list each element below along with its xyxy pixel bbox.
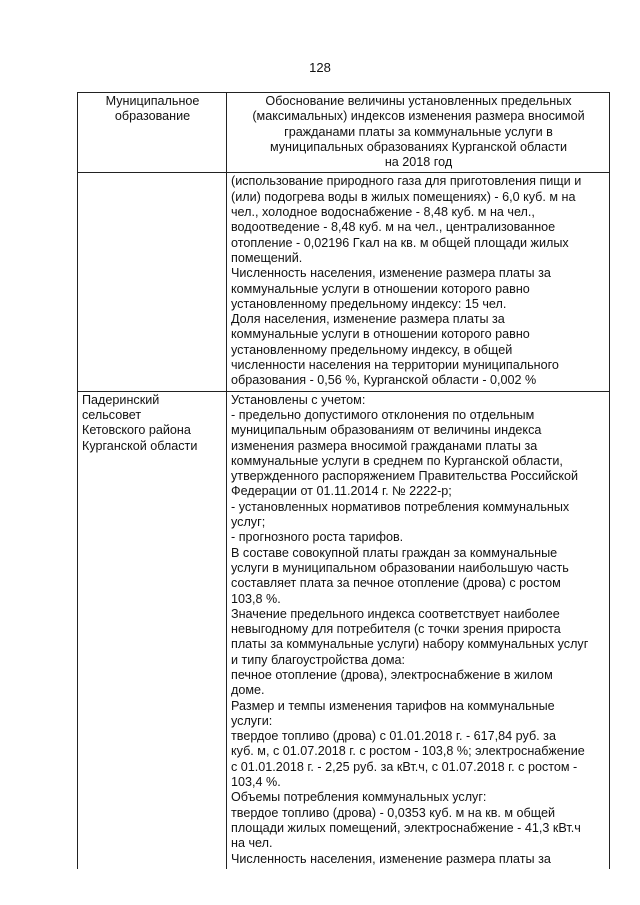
justification-text-line: помещений. <box>231 250 303 265</box>
justification-text-line: 103,8 %. <box>231 591 281 606</box>
justification-text-line: твердое топливо (дрова) - 0,0353 куб. м на кв. м общей <box>231 805 556 820</box>
justification-text-line: - установленных нормативов потребления коммунальных <box>231 499 570 514</box>
justification-text-line: численности населения на территории муниципального <box>231 358 559 373</box>
justification-text-line: с 01.01.2018 г. - 2,25 руб. за кВт.ч, с 01.07.2018 г. с ростом - <box>231 759 578 774</box>
justification-text-line: платы за коммунальные услуги) набору коммунальных услуг <box>231 637 589 652</box>
municipality-name-line: Курганской области <box>82 438 198 453</box>
justification-text-line: куб. м, с 01.07.2018 г. с ростом - 103,8 %; электроснабжение <box>231 744 585 759</box>
justification-cell <box>227 391 610 869</box>
justification-text-line: твердое топливо (дрова) с 01.01.2018 г. - 617,84 руб. за <box>231 729 556 744</box>
municipality-cell <box>78 391 227 869</box>
municipality-cell <box>78 173 227 391</box>
justification-text-line: Объемы потребления коммунальных услуг: <box>231 790 487 805</box>
table-row <box>78 391 610 869</box>
header-text-line: на 2018 год <box>384 155 453 170</box>
justification-text-line: площади жилых помещений, электроснабжение - 41,3 кВт.ч <box>231 820 581 835</box>
justification-text-line: установленному предельному индексу: 15 чел. <box>231 296 507 311</box>
justification-table <box>77 92 610 869</box>
justification-text-line: водоотведение - 8,48 куб. м на чел., централизованное <box>231 220 556 235</box>
justification-cell <box>227 173 610 391</box>
header-justification-cell <box>227 93 610 173</box>
justification-text-line: муниципальным образованиям от величины индекса <box>231 423 542 438</box>
justification-text-line: Федерации от 01.11.2014 г. № 2222-р; <box>231 484 452 499</box>
table-row <box>78 173 610 391</box>
page-number: 128 <box>309 60 331 75</box>
justification-text-line: 103,4 %. <box>231 775 281 790</box>
justification-text-line: (или) подогрева воды в жилых помещениях) - 6,0 куб. м на <box>231 189 576 204</box>
header-text-line: образование <box>114 109 191 124</box>
justification-text-line: Значение предельного индекса соответствует наиболее <box>231 606 560 621</box>
table-header-row <box>78 93 610 173</box>
municipality-name-line: Кетовского района <box>82 423 191 438</box>
justification-text-line: коммунальные услуги в среднем по Курганской области, <box>231 453 563 468</box>
justification-text-line: - предельно допустимого отклонения по отдельным <box>231 407 535 422</box>
justification-text-line: на чел. <box>231 836 273 851</box>
justification-text-line: (использование природного газа для приготовления пищи и <box>231 174 582 189</box>
justification-text-line: Доля населения, изменение размера платы за <box>231 312 505 327</box>
justification-text-line: Установлены с учетом: <box>231 392 366 407</box>
header-text-line: гражданами платы за коммунальные услуги в <box>284 124 553 139</box>
justification-text-line: установленному предельному индексу, в общей <box>231 342 513 357</box>
justification-text-line: составляет плата за печное отопление (дрова) с ростом <box>231 576 561 591</box>
justification-text-line: изменения размера вносимой гражданами платы за <box>231 438 538 453</box>
header-text-line: Муниципальное <box>105 94 200 108</box>
justification-text-line: услуги в муниципальном образовании наибольшую часть <box>231 560 569 575</box>
municipality-name-line: сельсовет <box>82 407 142 422</box>
justification-text-line: - прогнозного роста тарифов. <box>231 530 404 545</box>
justification-text-line: образования - 0,56 %, Курганской области - 0,002 % <box>231 373 537 388</box>
justification-text-line: Численность населения, изменение размера платы за <box>231 266 551 281</box>
municipality-name-line: Падеринский <box>82 392 160 407</box>
justification-text-line: Численность населения, изменение размера платы за <box>231 851 551 866</box>
justification-text-line: чел., холодное водоснабжение - 8,48 куб. м на чел., <box>231 205 535 220</box>
justification-text-line: утвержденного распоряжением Правительства Российской <box>231 469 579 484</box>
header-text-line: (максимальных) индексов изменения размера вносимой <box>252 109 585 124</box>
justification-text-line: доме. <box>231 683 265 698</box>
header-text-line: Обоснование величины установленных предельных <box>265 94 572 108</box>
header-municipality-cell <box>78 93 227 173</box>
justification-text-line: Размер и темпы изменения тарифов на коммунальные <box>231 698 555 713</box>
justification-text-line: коммунальные услуги в отношении которого равно <box>231 327 530 342</box>
justification-text-line: невыгодному для потребителя (с точки зрения прироста <box>231 622 561 637</box>
justification-text-line: В составе совокупной платы граждан за коммунальные <box>231 545 558 560</box>
justification-text-line: коммунальные услуги в отношении которого равно <box>231 281 530 296</box>
justification-text-line: отопление - 0,02196 Гкал на кв. м общей площади жилых <box>231 235 569 250</box>
justification-text-line: услуг; <box>231 515 266 530</box>
justification-text-line: услуги: <box>231 713 273 728</box>
header-text-line: муниципальных образованиях Курганской области <box>269 139 568 154</box>
justification-text-line: печное отопление (дрова), электроснабжение в жилом <box>231 667 553 682</box>
justification-text-line: и типу благоустройства дома: <box>231 652 406 667</box>
